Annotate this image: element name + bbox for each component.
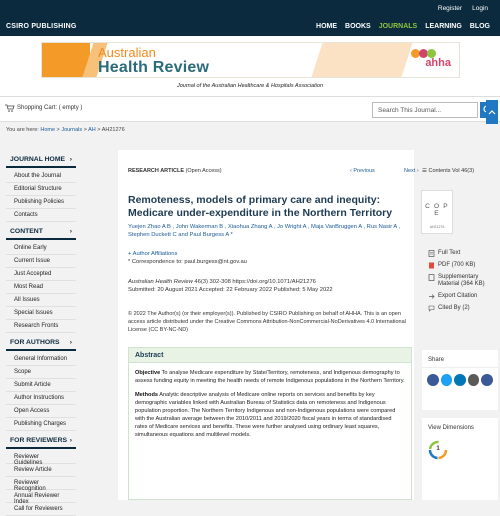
menu-journals[interactable]: JOURNALS: [378, 23, 418, 30]
main-menu: [316, 23, 490, 30]
pdf-icon: [428, 262, 435, 269]
article-main: [118, 150, 419, 500]
sidebar-heading-label: FOR AUTHORS: [10, 339, 60, 346]
banner-orange-block: [42, 43, 90, 77]
view-dimensions-box: [422, 418, 498, 500]
journal-banner-area: [0, 36, 500, 96]
breadcrumb: You are here: Home > Journals > AH > AH21276: [6, 127, 125, 133]
cited-by-icon: [428, 305, 435, 312]
top-nav: [0, 20, 500, 36]
full-text-label: Full Text: [438, 250, 461, 256]
sidebar-item-policies[interactable]: Publishing Policies: [6, 196, 76, 209]
register-link[interactable]: Register: [437, 5, 463, 12]
dimensions-count: 1: [436, 446, 440, 452]
banner-stripe-right: [311, 43, 412, 77]
ahha-logo: [407, 49, 451, 73]
article-type: RESEARCH ARTICLE: [128, 168, 185, 174]
cart-icon: [5, 104, 14, 112]
sidebar-item-publishing-charges[interactable]: Publishing Charges: [6, 418, 76, 431]
sidebar-item-reviewer-guidelines[interactable]: Reviewer Guidelines: [6, 451, 76, 464]
journal-name: Australian Health Review: [128, 279, 193, 285]
shopping-cart[interactable]: [5, 104, 82, 112]
article-dates: Submitted: 20 August 2021 Accepted: 22 February 2022 Published: 5 May 2022: [128, 287, 333, 293]
export-icon: [428, 293, 435, 300]
back-to-top-button[interactable]: [486, 100, 498, 124]
next-label: Next: [404, 168, 416, 174]
share-heading: Share: [422, 350, 498, 368]
article-authors[interactable]: Yuejen Zhao A B , John Wakerman B , Xiaohua Zhang A , Jo Wright A , Maja VanBruggen A , Rus Nasir A , Stephen Duckett C and Paul Burgess A *: [128, 224, 401, 238]
sidebar-item-current-issue[interactable]: Current Issue: [6, 255, 76, 268]
methods-label: Methods: [135, 392, 158, 398]
chevron-right-icon: ›: [415, 168, 419, 174]
cope-logo[interactable]: [421, 190, 453, 234]
pdf-label: PDF (700 KB): [438, 262, 476, 268]
login-link[interactable]: Login: [472, 5, 488, 12]
journal-search-input[interactable]: Search This Journal...: [372, 102, 478, 118]
sidebar-item-reviewer-recognition[interactable]: Reviewer Recognition: [6, 477, 76, 490]
affiliations-block: [128, 250, 247, 266]
supplementary-link[interactable]: [428, 274, 498, 288]
chevron-right-icon: ›: [69, 156, 72, 163]
sidebar-item-special-issues[interactable]: Special Issues: [6, 307, 76, 320]
sidebar-item-all-issues[interactable]: All Issues: [6, 294, 76, 307]
abstract-heading: Abstract: [129, 348, 411, 363]
sidebar-heading-for-reviewers[interactable]: [6, 431, 76, 449]
sidebar-item-just-accepted[interactable]: Just Accepted: [6, 268, 76, 281]
sidebar-item-call-for-reviewers[interactable]: Call for Reviewers: [6, 503, 76, 516]
breadcrumb-prefix: You are here:: [6, 127, 39, 133]
menu-books[interactable]: BOOKS: [345, 23, 371, 30]
cited-by-link[interactable]: [428, 305, 498, 312]
breadcrumb-current: AH21276: [101, 127, 125, 133]
arrow-up-icon: [486, 100, 498, 124]
breadcrumb-ah[interactable]: AH: [88, 127, 96, 133]
sidebar-heading-for-authors[interactable]: [6, 333, 76, 351]
sidebar-item-about[interactable]: About the Journal: [6, 170, 76, 183]
cope-member: AH21276: [429, 225, 445, 229]
author-affiliations-toggle[interactable]: + Author Affiliations: [128, 251, 178, 257]
contents-icon: ☰: [422, 168, 429, 174]
citation-block: [128, 278, 410, 294]
sidebar-item-review-article[interactable]: Review Article: [6, 464, 76, 477]
pdf-link[interactable]: [428, 262, 498, 269]
methods-text: Analytic descriptive analysis of Medicare online reports on services and benefits by key demographic variables linked with Australian Bureau of Statistics data on remoteness and Indigenous population proportion. The Northern Territory Indigenous and non-Indigenous populations were compared with the Australian average between the 2010/2011 and 2019/2020 fiscal years in terms of standardised rates of Medicare services and benefits. These were further analysed using ordinary least squares, simultaneous equations and multilevel models.: [135, 392, 396, 438]
access-badge: (Open Access): [185, 168, 222, 174]
supplementary-label: Supplementary Material (364 KB): [438, 274, 485, 287]
previous-label: Previous: [353, 168, 375, 174]
email-icon[interactable]: [468, 374, 480, 386]
contents-label: Contents Vol 46(3): [428, 168, 475, 174]
citation-details[interactable]: 46(3) 302-308 https://doi.org/10.1071/AH21276: [194, 279, 316, 285]
breadcrumb-home[interactable]: Home: [40, 127, 56, 133]
utility-bar: [0, 0, 500, 20]
chevron-right-icon: ›: [69, 339, 72, 346]
journal-banner[interactable]: [41, 42, 460, 78]
sidebar-item-contacts[interactable]: Contacts: [6, 209, 76, 222]
menu-learning[interactable]: LEARNING: [425, 23, 462, 30]
cart-search-bar: [0, 96, 500, 122]
article-meta-row: [128, 168, 419, 174]
sidebar-item-submit-article[interactable]: Submit Article: [6, 379, 76, 392]
sidebar: [6, 150, 108, 512]
next-link[interactable]: [404, 168, 419, 174]
objective-text: To analyse Medicare expenditure by State/Territory, remoteness, and Indigenous demography to assess funding equity in meeting the health needs of remote Indigenous populations in the Northern Territory.: [135, 370, 405, 384]
cope-letters: C O P E: [425, 203, 449, 217]
brand-logo[interactable]: CSIRO PUBLISHING: [6, 23, 77, 30]
objective-label: Objective: [135, 370, 161, 376]
export-citation-label: Export Citation: [438, 293, 478, 299]
sidebar-heading-content[interactable]: [6, 222, 76, 240]
abstract-panel: [128, 347, 412, 500]
sidebar-heading-label: CONTENT: [10, 228, 43, 235]
ahha-logo-text: ahha: [425, 57, 451, 69]
contents-link[interactable]: [422, 168, 474, 174]
menu-blog[interactable]: BLOG: [469, 23, 490, 30]
sidebar-item-open-access[interactable]: Open Access: [6, 405, 76, 418]
menu-home[interactable]: HOME: [316, 23, 338, 30]
sidebar-heading-journal-home[interactable]: [6, 150, 76, 168]
share-more-icon[interactable]: [481, 374, 493, 386]
social-buttons: [422, 368, 498, 392]
chevron-right-icon: ›: [69, 437, 72, 444]
view-dimensions-heading: View Dimensions: [428, 425, 474, 431]
banner-title-line1: Australian: [98, 45, 156, 60]
sidebar-item-scope[interactable]: Scope: [6, 366, 76, 379]
chevron-right-icon: ›: [69, 228, 72, 235]
export-citation-link[interactable]: [428, 293, 498, 300]
cart-label: Shopping Cart: ( empty ): [17, 105, 83, 111]
license-text: © 2022 The Author(s) (or their employer(s)). Published by CSIRO Publishing on behalf of AHHA. This is an open access article distributed under the Creative Commons Attribution-NonCommercial-NoDerivatives 4.0 International License (CC BY-NC-ND): [128, 311, 406, 333]
article-tools: [428, 250, 498, 317]
correspondence: * Correspondence to: paul.burgess@nt.gov.au: [128, 259, 247, 265]
sidebar-item-general-info[interactable]: General Information: [6, 353, 76, 366]
breadcrumb-journals[interactable]: Journals: [61, 127, 83, 133]
sidebar-heading-label: JOURNAL HOME: [10, 156, 66, 163]
cited-by-label: Cited By (2): [438, 305, 470, 311]
sidebar-item-most-read[interactable]: Most Read: [6, 281, 76, 294]
sidebar-item-editorial[interactable]: Editorial Structure: [6, 183, 76, 196]
dimensions-badge[interactable]: [428, 440, 448, 460]
full-text-link[interactable]: [428, 250, 498, 257]
sidebar-item-online-early[interactable]: Online Early: [6, 242, 76, 255]
attachment-icon: [428, 274, 435, 281]
abstract-methods: [129, 391, 411, 439]
sidebar-item-author-instructions[interactable]: Author Instructions: [6, 392, 76, 405]
sidebar-item-annual-reviewer-index[interactable]: Annual Reviewer Index: [6, 490, 76, 503]
sidebar-item-research-fronts[interactable]: Research Fronts: [6, 320, 76, 333]
previous-link[interactable]: [350, 168, 375, 174]
document-icon: [428, 250, 435, 257]
chevron-left-icon: ‹: [350, 168, 354, 174]
abstract-objective: [129, 369, 411, 385]
banner-title-line2: Health Review: [98, 59, 210, 76]
article-title: Remoteness, models of primary care and inequity: Medicare under-expenditure in the Northern Territory: [128, 194, 393, 219]
facebook-icon[interactable]: [427, 374, 439, 386]
linkedin-icon[interactable]: [454, 374, 466, 386]
share-box: [422, 350, 498, 410]
twitter-icon[interactable]: [441, 374, 453, 386]
journal-subtitle: Journal of the Australian Healthcare & Hospitals Association: [176, 83, 324, 89]
sidebar-heading-label: FOR REVIEWERS: [10, 437, 68, 444]
